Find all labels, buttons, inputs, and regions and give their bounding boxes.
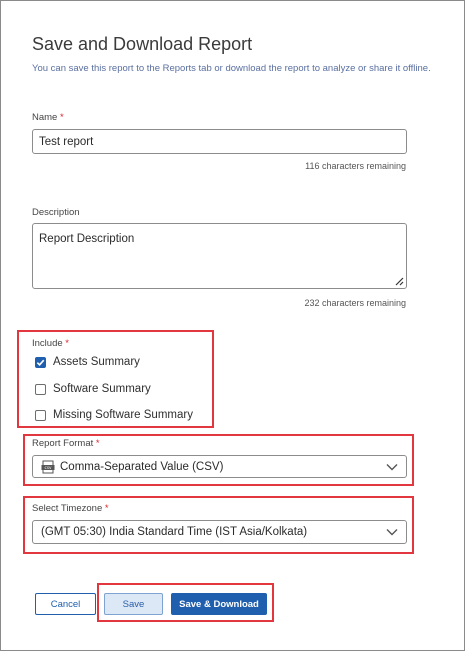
cancel-button-label: Cancel bbox=[50, 598, 81, 610]
resize-handle-icon[interactable] bbox=[394, 276, 404, 286]
report-format-required-mark: * bbox=[95, 438, 100, 449]
cancel-button[interactable] bbox=[35, 593, 96, 615]
description-label: Description bbox=[32, 207, 80, 218]
name-char-counter bbox=[286, 160, 406, 172]
report-format-select[interactable] bbox=[32, 455, 407, 478]
include-option-software-summary[interactable] bbox=[35, 383, 151, 395]
save-and-download-button-label: Save & Download bbox=[179, 598, 259, 610]
software-summary-label: Software Summary bbox=[53, 383, 151, 395]
include-option-missing-software-summary[interactable] bbox=[35, 409, 193, 421]
name-input[interactable] bbox=[32, 129, 407, 154]
report-format-selected: Comma-Separated Value (CSV) bbox=[60, 460, 224, 473]
description-textarea[interactable] bbox=[32, 223, 407, 289]
name-label bbox=[32, 112, 64, 123]
dialog-title: Save and Download Report bbox=[32, 34, 253, 54]
csv-file-icon bbox=[41, 460, 55, 474]
assets-summary-label: Assets Summary bbox=[53, 356, 140, 368]
timezone-selected: (GMT 05:30) India Standard Time (IST Asia/Kolkata) bbox=[41, 526, 308, 538]
checkmark-icon bbox=[36, 358, 45, 367]
name-label-text: Name bbox=[32, 112, 58, 123]
software-summary-checkbox[interactable] bbox=[35, 384, 46, 395]
timezone-label-text: Select Timezone bbox=[32, 503, 103, 514]
missing-software-summary-label: Missing Software Summary bbox=[53, 409, 193, 421]
save-and-download-button[interactable] bbox=[171, 593, 267, 615]
dialog-subtitle: You can save this report to the Reports tab or download the report to analyze or share it offline. bbox=[32, 63, 431, 74]
report-format-label bbox=[32, 438, 100, 449]
chevron-down-icon bbox=[386, 528, 398, 536]
timezone-label bbox=[32, 503, 109, 514]
svg-text:csv: csv bbox=[44, 464, 52, 470]
timezone-required-mark: * bbox=[104, 503, 109, 514]
name-required-mark: * bbox=[59, 112, 64, 123]
description-counter-text: 232 characters remaining bbox=[304, 298, 406, 308]
description-text: Report Description bbox=[39, 233, 135, 245]
missing-software-summary-checkbox[interactable] bbox=[35, 410, 46, 421]
save-button[interactable] bbox=[104, 593, 163, 615]
include-label bbox=[32, 338, 69, 349]
chevron-down-icon bbox=[386, 463, 398, 471]
include-required-mark: * bbox=[65, 338, 69, 349]
include-label-text: Include bbox=[32, 338, 63, 349]
report-format-label-text: Report Format bbox=[32, 438, 94, 449]
save-button-label: Save bbox=[122, 598, 145, 610]
name-counter-text: 116 characters remaining bbox=[305, 161, 406, 171]
description-char-counter bbox=[286, 297, 406, 309]
assets-summary-checkbox[interactable] bbox=[35, 357, 46, 368]
timezone-select[interactable] bbox=[32, 520, 407, 544]
include-option-assets-summary[interactable] bbox=[35, 356, 140, 368]
